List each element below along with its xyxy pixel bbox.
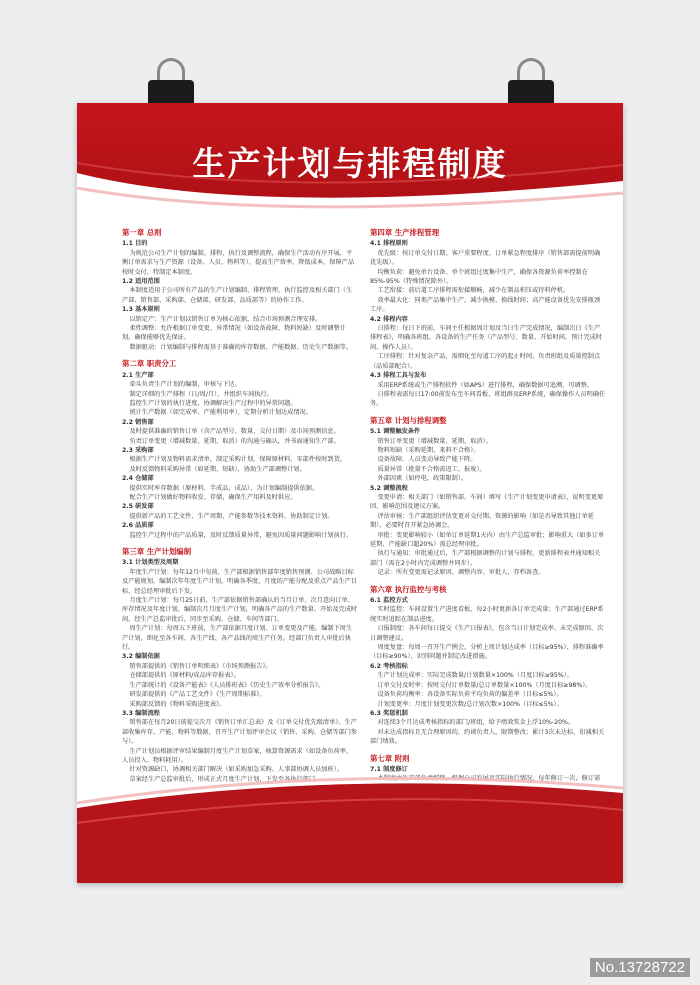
section-heading: 6.3 奖惩机制 — [370, 709, 408, 717]
section-heading: 4.3 排程工具与发布 — [370, 372, 427, 380]
paragraph: 优先级：按订单交付日期、客户重要程度、订单紧急程度排序（销售部需提前明确优先级）。 — [370, 249, 601, 267]
paragraph: 数据驱动：计划编制与排程需基于准确的库存数据、产能数据、历史生产数据等。 — [129, 343, 353, 351]
chapter-heading: 第七章 附则 — [370, 753, 410, 763]
paragraph: 执行与通知：审批通过后，生产部根据调整的计划与排程，更新排程表并通知相关部门（需在2小时内完成调整并同步）。 — [370, 550, 601, 567]
paragraph: 实时监控：车间设置生产进度看板，每2小时更新各订单完成量；生产部通过ERP系统实时追踪在制品进度。 — [370, 606, 604, 623]
paragraph: 质量异常（批量不合格需返工、报废）。 — [377, 465, 486, 473]
paragraph: 工序排程：针对复杂产品，需细化至每道工序的起止时间，负责班组及质量控制点（品质部配合）。 — [370, 353, 601, 370]
paragraph: 对未达成指标且无合理原因的，约谈负责人，限期整改；累计3次未达标，扣减相关部门绩效。 — [370, 728, 605, 746]
section-heading: 2.4 仓储部 — [122, 475, 154, 483]
paragraph: 工艺衔接：前后道工序排程需衔接顺畅，减少在制品积压或待料停机。 — [377, 287, 570, 295]
chapter-heading: 第四章 生产排程管理 — [370, 228, 440, 237]
paragraph: 记录：所有变更需记录原因、调整内容、审批人，存档备查。 — [377, 569, 545, 577]
footer-wave — [77, 748, 623, 883]
paragraph: 对连续3个月达成考核指标的部门/班组，给予绩效奖金上浮10%-20%。 — [377, 719, 575, 727]
paragraph: 本制度适用于公司所有产品的生产计划编制、排程管理、执行监控及相关部门（生产部、销售部、采购部、仓储部、研发部、品质部等）的协作工作。 — [122, 287, 353, 304]
left-column — [122, 221, 358, 784]
section-heading: 7.1 制度修订 — [370, 765, 408, 773]
paragraph: 针对资源缺口，协调相关部门解决（如采购加急采购、人事部协调人员加班）。 — [129, 766, 343, 774]
paragraph: 日排程表需每日17:00前发布至车间看板、班组群及ERP系统，确保操作人员明确任务。 — [370, 390, 606, 408]
paragraph: 销售订单变更（增减数量、延期、取消）。 — [377, 437, 492, 445]
section-heading: 1.1 目的 — [122, 240, 148, 248]
section-heading: 3.3 编制流程 — [122, 709, 160, 717]
paragraph: 效率最大化：同类产品集中生产，减少换模、换线时间；高产能设备优先安排瓶颈工序。 — [370, 296, 601, 314]
paragraph: 设备故障、人员变动导致产能下降。 — [377, 456, 477, 464]
section-heading: 4.1 排程原则 — [370, 240, 408, 248]
paragraph: 周生产计划：每周五下班前，生产部依据月度计划、订单变更及产能，编制下周生产计划，细化至各车间、各生产线、各产品线的周生产任务，经部门负责人审批后执行。 — [122, 625, 353, 652]
chapter-heading: 第二章 职责分工 — [122, 359, 177, 369]
paragraph: 以销定产：生产计划以销售订单为核心依据，结合市场预测合理安排。 — [129, 315, 322, 323]
section-heading: 2.2 销售部 — [122, 418, 154, 426]
paragraph: 日排程：每日下班前，车间主任根据周计划及当日生产完成情况，编制次日《生产排程表》，明确各班组、各设备的生产任务（产品型号、数量、开始时间、预计完成时间、操作人员）。 — [370, 325, 603, 351]
paragraph: 均衡负荷：避免单台设备、单个班组过度集中生产，确保各资源负荷率控制在85%-95%（特殊情况除外）。 — [370, 268, 588, 286]
paragraph: 负责订单变更（增减数量、延期、取消）的沟通与确认，并书面通知生产部。 — [129, 437, 340, 445]
paragraph: 监控生产过程中的产品质量，及时反馈质量异常，避免因质量问题影响计划执行。 — [129, 531, 353, 539]
paragraph: 评估审核：生产部组织评估变更对交付期、资源的影响（如是否导致其他订单延期），必要时召开紧急协调会。 — [370, 512, 594, 530]
paragraph: 月度生产计划：每月25日前，生产部依据销售部确认的当月订单、次月意向订单、库存情况及年度计划，编制次月月度生产计划，明确各产品的生产数量、开始及完成时间，经生产总监审批后，同步至采购、仓储、车间等部门。 — [122, 597, 358, 623]
paragraph: 审批：变更影响较小（如单订单延期1天内）由生产总监审批；影响重大（如多订单延期、产能缺口超20%）需总经理审批。 — [370, 531, 605, 548]
paragraph: 草案经生产总监审批后，形成正式月度生产计划，下发至各执行部门。 — [129, 775, 322, 783]
section-heading: 2.5 研发部 — [122, 503, 154, 511]
paragraph: 研发部提供的《产品工艺文件》《生产周期标准》。 — [129, 691, 266, 699]
paragraph: 制定详细的生产排程（日/周/月），并组织车间执行。 — [129, 390, 273, 398]
section-heading: 2.3 采购部 — [122, 446, 154, 454]
paragraph: 及时反馈物料采购异常（如延期、短缺），协助生产部调整计划。 — [129, 465, 306, 473]
paragraph: 外部因素（如停电、政策限制）。 — [377, 475, 468, 483]
chapter-heading: 第五章 计划与排程调整 — [370, 415, 447, 425]
paragraph: 采用ERP系统或生产排程软件（如APS）进行排程，确保数据可追溯、可调整。 — [377, 381, 594, 389]
paragraph: 配合生产计划做好物料收发、存储，确保生产用料及时供应。 — [129, 493, 297, 501]
poster — [77, 103, 623, 883]
page-title: 生产计划与排程制度 — [192, 144, 508, 183]
chapter-heading: 第一章 总则 — [122, 228, 162, 237]
paragraph: 及时提供准确的销售订单（含产品型号、数量、交付日期）及市场预测信息。 — [129, 428, 340, 436]
paragraph: 变更申请：相关部门（如销售部、车间）填写《生产计划变更申请表》，说明变更原因、影响范围及建议方案。 — [370, 493, 604, 511]
image-id-label: No.13728722 — [590, 958, 690, 977]
paragraph: 年度生产计划：每年12月中旬前，生产部根据销售部年度销售预测、公司战略目标及产能规划，编制次年年度生产计划，明确各季度、月度的产能分配及重点产品生产目标，经总经理审批后下发。 — [122, 568, 358, 595]
paragraph: 生产部统计的《设备产能表》《人员排班表》《历史生产效率分析报告》。 — [129, 681, 325, 689]
paragraph: 仓储部提供的《原材料/成品库存报表》。 — [129, 672, 240, 680]
paragraph: 统计生产数据（如完成率、产能利用率），定期分析计划达成情况。 — [129, 409, 312, 417]
chapter-heading: 第六章 执行监控与考核 — [370, 584, 447, 594]
paragraph: 日报制度：各车间每日提交《生产日报表》，包含当日计划完成率、未完成原因、次日调整建议。 — [370, 625, 604, 642]
paragraph: 计划变更率：月度计划变更次数/总计划次数×100%（目标≤5%）。 — [377, 700, 563, 708]
paragraph: 根据生产计划及物料需求清单，制定采购计划，保障原材料、零部件按时到货。 — [129, 456, 346, 464]
paragraph: 生产计划达成率：实际完成数量/计划数量×100%（月度目标≥95%）。 — [377, 672, 573, 680]
paragraph: 物料短缺（采购延期、来料不合格）。 — [377, 446, 480, 454]
paragraph: 牵头负责生产计划的编制、审核与下达。 — [129, 381, 241, 389]
paragraph: 采购部反馈的《物料采购进度表》。 — [129, 700, 226, 708]
right-column — [370, 221, 606, 812]
paragraph: 周度复盘：每周一召开生产例会，分析上周计划达成率（目标≥95%）、排程准确率（目标≥90%），识别问题并制定改进措施。 — [370, 644, 604, 661]
section-heading: 6.1 监控方式 — [370, 597, 408, 605]
section-heading: 5.1 调整触发条件 — [370, 428, 421, 436]
paragraph: 提供新产品的工艺文件、生产周期、产能参数等技术资料，协助制定计划。 — [129, 512, 334, 520]
paragraph: 销售部在每月20日前提交次月《销售订单汇总表》及《订单交付优先级清单》。生产部收集库存、产能、物料等数据，召开生产计划评审会议（销售、采购、仓储等部门参与）。 — [122, 719, 358, 746]
section-heading: 1.3 基本原则 — [122, 306, 160, 314]
paragraph: 柔性调整：允许根据订单变更、异常情况（如设备故障、物料短缺）及时调整计划，确保能够优先保证。 — [122, 325, 346, 342]
section-heading: 6.2 考核指标 — [370, 662, 408, 670]
paragraph: 设备负荷均衡率：各设备实际负荷平均负荷的偏差率（目标≤5%）。 — [377, 691, 563, 699]
section-heading: 3.1 计划类型及周期 — [122, 559, 179, 567]
paragraph: 为规范公司生产计划的编制、排程、执行及调整流程，确保生产活动有序开展，平衡订单需求与生产资源（设备、人员、物料等），提高生产效率、降低成本，保障产品按时交付，特制定本制度。 — [122, 249, 355, 276]
chapter-heading: 第三章 生产计划编制 — [122, 547, 192, 556]
paragraph: 本制度由生产部负责解释，根据公司发展及实际执行情况，每年修订一次，修订需 — [377, 775, 601, 783]
section-heading: 4.2 排程内容 — [370, 315, 408, 323]
section-heading: 5.2 调整流程 — [370, 484, 408, 492]
paragraph: 生产计划员根据评审结果编制月度生产计划草案，核算资源需求（如设备负荷率、人员投入、物料耗用）。 — [122, 747, 353, 764]
section-heading: 2.6 品质部 — [122, 522, 154, 530]
paragraph: 订单交付及时率：按时交付订单数量/总订单数量×100%（月度目标≥98%）。 — [377, 681, 592, 689]
section-heading: 2.1 生产部 — [122, 371, 154, 379]
paragraph: 销售部提供的《销售订单明细表》《市场预测报告》。 — [129, 662, 272, 670]
paragraph: 提供实时库存数据（原材料、半成品、成品），为计划编制提供依据。 — [129, 484, 319, 492]
section-heading: 3.2 编制依据 — [122, 653, 160, 661]
header-banner — [77, 103, 623, 228]
section-heading: 1.2 适用范围 — [122, 278, 160, 286]
paragraph: 监控生产计划的执行进度，协调解决生产过程中的异常问题。 — [129, 399, 297, 407]
